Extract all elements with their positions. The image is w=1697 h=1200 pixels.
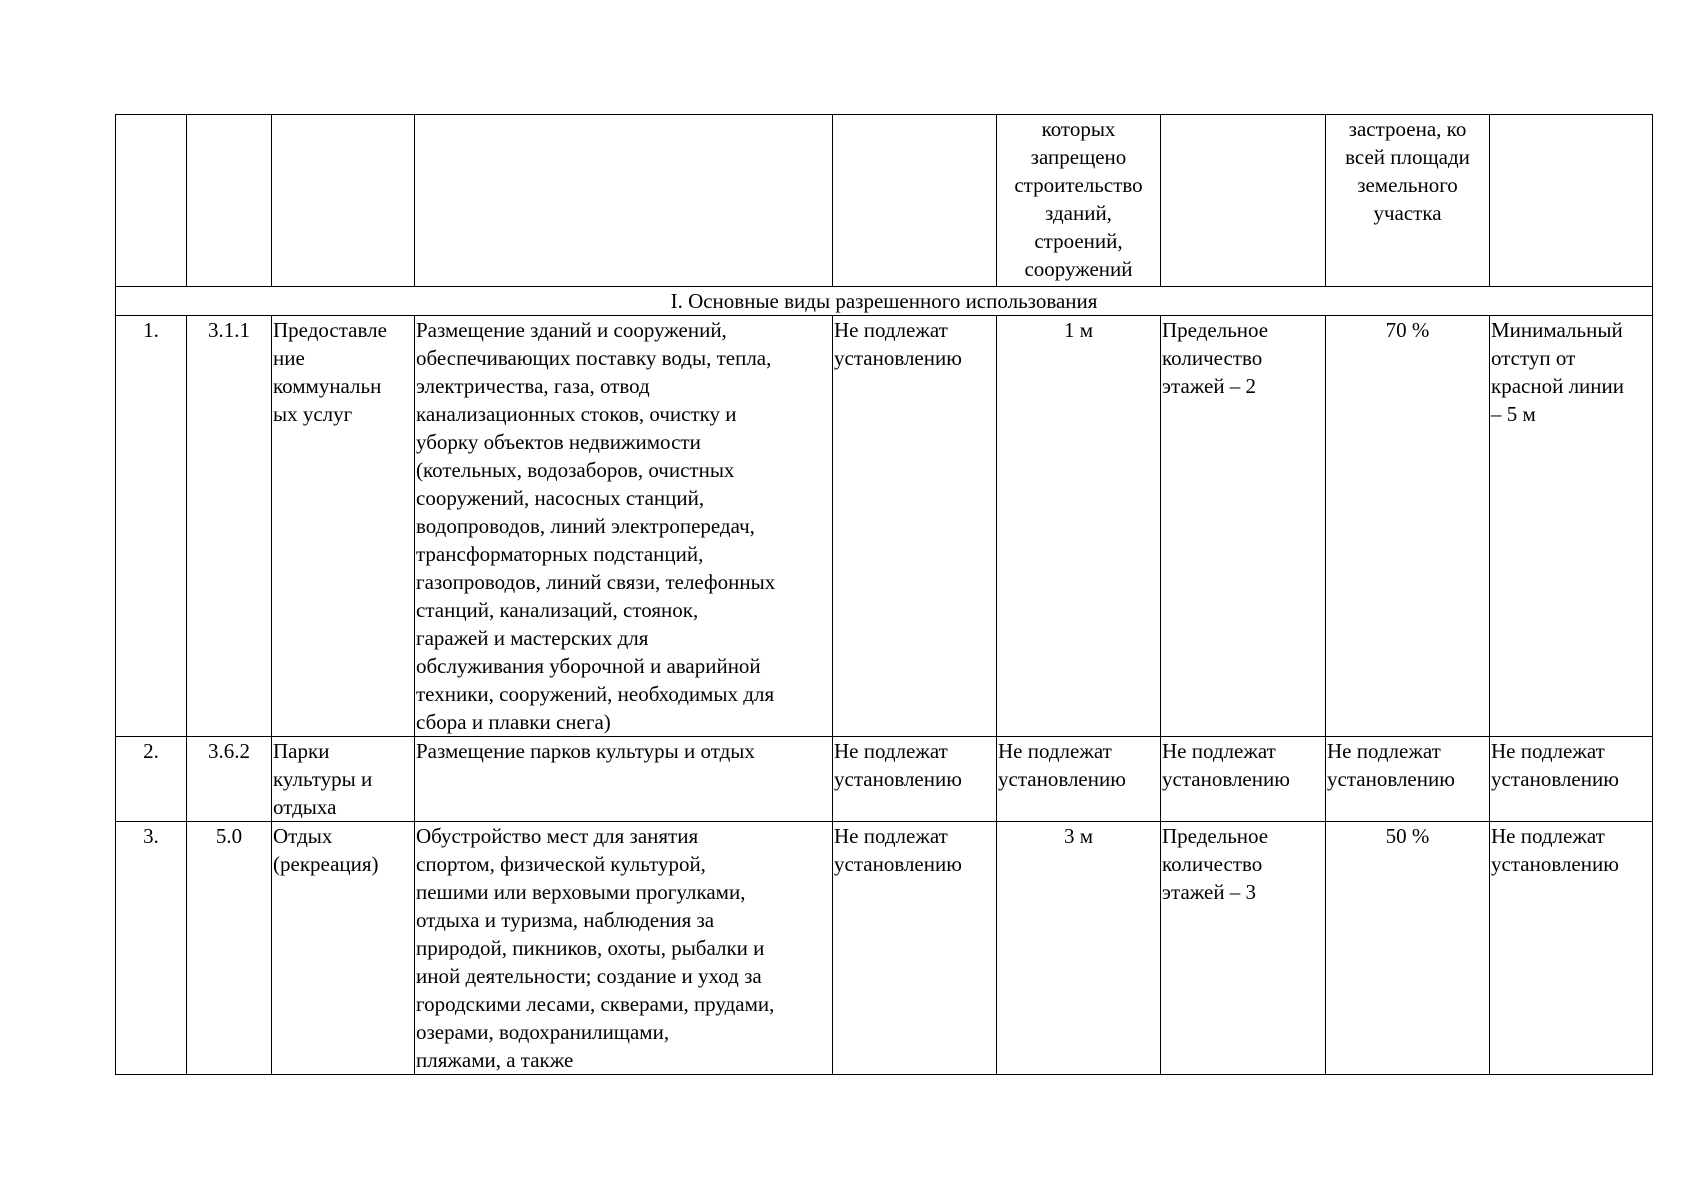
cell-col5 <box>833 316 997 737</box>
text-line: гаражей и мастерских для <box>416 626 649 650</box>
text-line: Не подлежат <box>834 824 948 848</box>
cell-col7 <box>1161 737 1326 822</box>
text-line: установлению <box>1491 852 1619 876</box>
text-line: иной деятельности; создание и уход за <box>416 964 762 988</box>
table-row <box>116 316 1653 737</box>
text-line: пешими или верховыми прогулками, <box>416 880 746 904</box>
text-line: всей площади <box>1345 145 1470 169</box>
cell-col5 <box>833 822 997 1075</box>
text-line: Обустройство мест для занятия <box>416 824 699 848</box>
text-line: установлению <box>1491 767 1619 791</box>
cell-col6 <box>997 316 1161 737</box>
use-code: 3.1.1 <box>187 316 272 737</box>
row-number: 1. <box>116 316 187 737</box>
text-line: Не подлежат <box>1327 739 1441 763</box>
text-line: трансформаторных подстанций, <box>416 542 704 566</box>
text-line: установлению <box>998 767 1126 791</box>
text-line: обслуживания уборочной и аварийной <box>416 654 761 678</box>
section-title: I. Основные виды разрешенного использования <box>116 287 1653 316</box>
text-line: Не подлежат <box>1491 824 1605 848</box>
text-line: (рекреация) <box>273 852 379 876</box>
text-line: земельного <box>1357 173 1458 197</box>
header-cell-col8 <box>1326 115 1490 287</box>
text-line: красной линии <box>1491 374 1625 398</box>
text-line: установлению <box>834 346 962 370</box>
text-line: 1 м <box>1063 318 1094 342</box>
text-line: Предельное <box>1162 824 1269 848</box>
table-row <box>116 822 1653 1075</box>
cell-col6 <box>997 737 1161 822</box>
text-line: 50 % <box>1385 824 1430 848</box>
use-name <box>272 822 415 1075</box>
text-line: отступ от <box>1491 346 1576 370</box>
cell-col8 <box>1326 737 1490 822</box>
cell-col7 <box>1161 316 1326 737</box>
document-page <box>115 114 1653 1075</box>
text-line: станций, канализаций, стоянок, <box>416 598 699 622</box>
text-line: электричества, газа, отвод <box>416 374 650 398</box>
text-line: техники, сооружений, необходимых для <box>416 682 775 706</box>
text-line: культуры и <box>273 767 373 791</box>
use-description <box>415 822 833 1075</box>
text-line: природой, пикников, охоты, рыбалки и <box>416 936 765 960</box>
header-cell-code <box>187 115 272 287</box>
text-line: сооружений <box>1024 257 1133 281</box>
text-line: установлению <box>834 852 962 876</box>
text-line: 3 м <box>1063 824 1094 848</box>
text-line: Не подлежат <box>998 739 1112 763</box>
text-line: Парки <box>273 739 330 763</box>
header-cell-num <box>116 115 187 287</box>
use-description <box>415 316 833 737</box>
text-line: застроена, ко <box>1348 117 1467 141</box>
text-line: установлению <box>1162 767 1290 791</box>
text-line: Не подлежат <box>1491 739 1605 763</box>
text-line: 70 % <box>1385 318 1430 342</box>
use-description <box>415 737 833 822</box>
row-number: 2. <box>116 737 187 822</box>
text-line: зданий, <box>1045 201 1112 225</box>
text-line: которых <box>1041 117 1116 141</box>
cell-col8 <box>1326 316 1490 737</box>
zoning-regulations-table <box>115 114 1653 1075</box>
text-line: Размещение парков культуры и отдых <box>416 739 755 763</box>
section-row <box>116 287 1653 316</box>
text-line: Размещение зданий и сооружений, <box>416 318 727 342</box>
text-line: Предельное <box>1162 318 1269 342</box>
text-line: отдыха и туризма, наблюдения за <box>416 908 715 932</box>
use-name <box>272 316 415 737</box>
cell-col7 <box>1161 822 1326 1075</box>
text-line: отдыха <box>273 795 337 819</box>
header-continuation-row <box>116 115 1653 287</box>
text-line: участка <box>1373 201 1442 225</box>
text-line: (котельных, водозаборов, очистных <box>416 458 735 482</box>
text-line: установлению <box>1327 767 1455 791</box>
text-line: количество <box>1162 346 1263 370</box>
text-line: Предоставле <box>273 318 387 342</box>
text-line: городскими лесами, скверами, прудами, <box>416 992 775 1016</box>
text-line: количество <box>1162 852 1263 876</box>
text-line: этажей – 3 <box>1162 880 1257 904</box>
header-cell-col5 <box>833 115 997 287</box>
cell-col5 <box>833 737 997 822</box>
text-line: строительство <box>1014 173 1143 197</box>
text-line: строений, <box>1034 229 1123 253</box>
text-line: ых услуг <box>273 402 353 426</box>
text-line: коммунальн <box>273 374 382 398</box>
text-line: уборку объектов недвижимости <box>416 430 701 454</box>
text-line: спортом, физической культурой, <box>416 852 706 876</box>
text-line: сооружений, насосных станций, <box>416 486 705 510</box>
text-line: Отдых <box>273 824 333 848</box>
row-number: 3. <box>116 822 187 1075</box>
cell-col6 <box>997 822 1161 1075</box>
text-line: Не подлежат <box>1162 739 1276 763</box>
text-line: установлению <box>834 767 962 791</box>
header-cell-col9 <box>1490 115 1653 287</box>
text-line: Не подлежат <box>834 318 948 342</box>
text-line: сбора и плавки снега) <box>416 710 611 734</box>
text-line: запрещено <box>1030 145 1127 169</box>
text-line: – 5 м <box>1491 402 1536 426</box>
cell-col9 <box>1490 316 1653 737</box>
header-cell-col7 <box>1161 115 1326 287</box>
header-cell-col6 <box>997 115 1161 287</box>
text-line: обеспечивающих поставку воды, тепла, <box>416 346 772 370</box>
text-line: газопроводов, линий связи, телефонных <box>416 570 776 594</box>
text-line: озерами, водохранилищами, <box>416 1020 670 1044</box>
cell-col9 <box>1490 822 1653 1075</box>
text-line: водопроводов, линий электропередач, <box>416 514 755 538</box>
use-name <box>272 737 415 822</box>
use-code: 5.0 <box>187 822 272 1075</box>
header-cell-name <box>272 115 415 287</box>
text-line: канализационных стоков, очистку и <box>416 402 737 426</box>
cell-col8 <box>1326 822 1490 1075</box>
cell-col9 <box>1490 737 1653 822</box>
text-line: ние <box>273 346 305 370</box>
use-code: 3.6.2 <box>187 737 272 822</box>
text-line: Минимальный <box>1491 318 1623 342</box>
header-cell-description <box>415 115 833 287</box>
table-row <box>116 737 1653 822</box>
text-line: этажей – 2 <box>1162 374 1257 398</box>
text-line: Не подлежат <box>834 739 948 763</box>
text-line: пляжами, а также <box>416 1048 574 1072</box>
